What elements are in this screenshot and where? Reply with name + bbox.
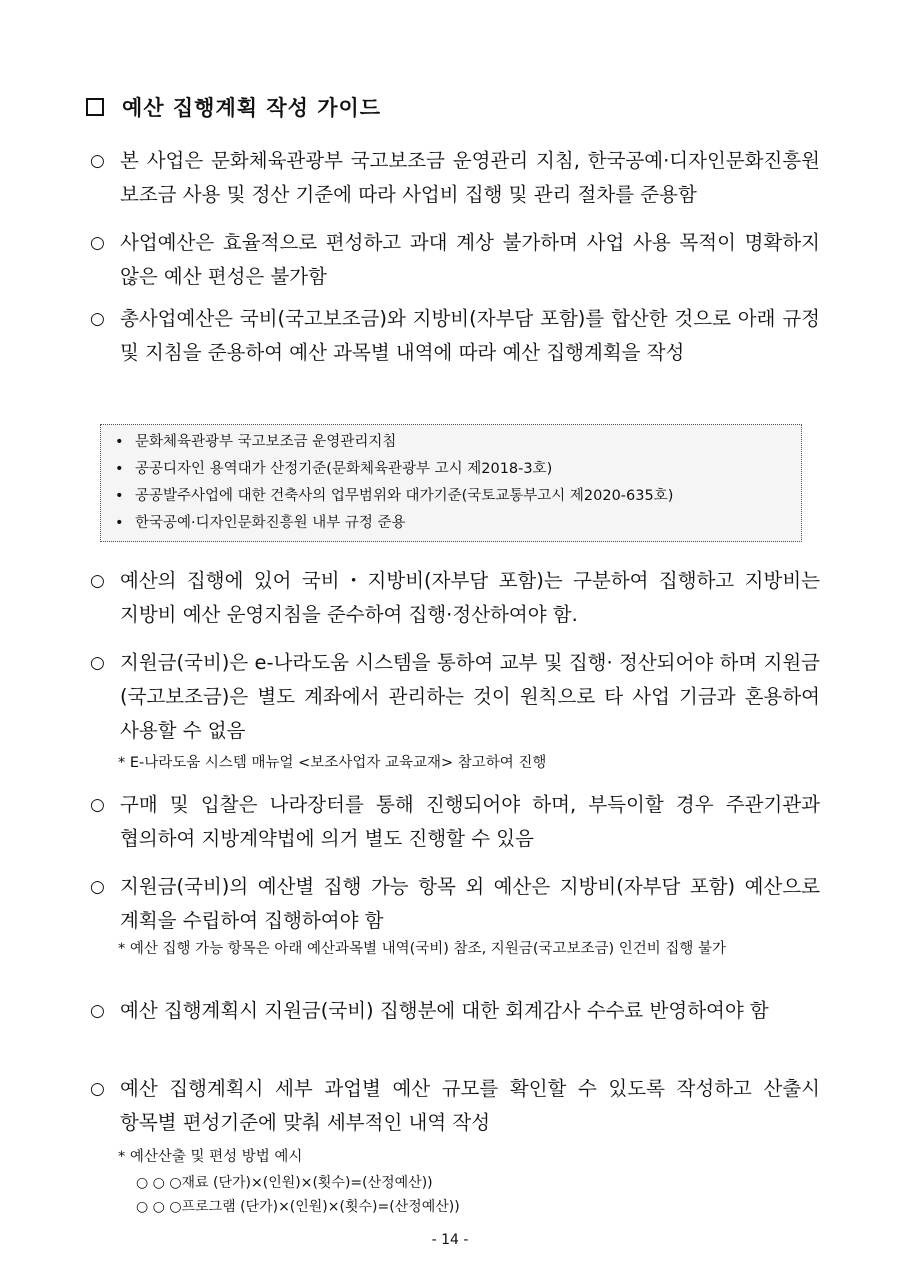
reference-item-text: 한국공예·디자인문화진흥원 내부 규정 준용: [135, 515, 406, 531]
bullet-paragraph: [90, 994, 820, 1028]
bullet-paragraph: [90, 564, 820, 632]
example-line: ○ ○ ○재료 (단가)×(인원)×(횟수)=(산정예산)): [136, 1175, 433, 1191]
paragraph-text: 구매 및 입찰은 나라장터를 통해 진행되어야 하며, 부득이할 경우 주관기관과 협의하여 지방계약법에 의거 별도 진행할 수 있음: [120, 793, 820, 850]
paragraph-text: 예산 집행계획시 세부 과업별 예산 규모를 확인할 수 있도록 작성하고 산출시 항목별 편성기준에 맞춰 세부적인 내역 작성: [120, 1077, 820, 1134]
reference-box: [100, 424, 802, 542]
footnote: * 예산산출 및 편성 방법 예시: [118, 1149, 303, 1165]
example-line: ○ ○ ○프로그램 (단가)×(인원)×(횟수)=(산정예산)): [136, 1199, 460, 1215]
bullet-paragraph: [90, 1072, 820, 1140]
paragraph-text: 예산의 집행에 있어 국비・지방비(자부담 포함)는 구분하여 집행하고 지방비는 지방비 예산 운영지침을 준수하여 집행·정산하여야 함.: [120, 569, 820, 626]
reference-item-text: 공공디자인 용역대가 산정기준(문화체육관광부 고시 제2018-3호): [135, 461, 553, 477]
bullet-dot-icon: •: [115, 515, 124, 531]
paragraph-text: 본 사업은 문화체육관광부 국고보조금 운영관리 지침, 한국공예·디자인문화진흥원 보조금 사용 및 정산 기준에 따라 사업비 집행 및 관리 절차를 준용함: [120, 149, 820, 206]
circle-bullet-icon: ○: [90, 653, 105, 673]
paragraph-text: 총사업예산은 국비(국고보조금)와 지방비(자부담 포함)를 합산한 것으로 아래 규정 및 지침을 준용하여 예산 과목별 내역에 따라 예산 집행계획을 작성: [120, 307, 820, 364]
reference-item: [115, 483, 801, 510]
circle-bullet-icon: ○: [90, 1001, 105, 1021]
circle-bullet-icon: ○: [90, 795, 105, 815]
section-heading: [86, 92, 381, 122]
bullet-paragraph: [90, 226, 820, 294]
circle-bullet-icon: ○: [90, 877, 105, 897]
bullet-paragraph: [90, 144, 820, 212]
circle-bullet-icon: ○: [90, 151, 105, 171]
bullet-paragraph: [90, 870, 820, 938]
reference-item-text: 문화체육관광부 국고보조금 운영관리지침: [135, 434, 397, 450]
paragraph-text: 지원금(국비)은 e-나라도움 시스템을 통하여 교부 및 집행· 정산되어야 하며 지원금(국고보조금)은 별도 계좌에서 관리하는 것이 원칙으로 타 사업 기금과 혼용하여 사용할 수 없음: [120, 651, 820, 742]
reference-item: [115, 429, 801, 456]
paragraph-text: 예산 집행계획시 지원금(국비) 집행분에 대한 회계감사 수수료 반영하여야 함: [120, 999, 769, 1022]
bullet-dot-icon: •: [115, 488, 124, 504]
bullet-dot-icon: •: [115, 434, 124, 450]
bullet-paragraph: [90, 646, 820, 748]
circle-bullet-icon: ○: [90, 233, 105, 253]
section-title: 예산 집행계획 작성 가이드: [122, 96, 382, 120]
page-number: - 14 -: [431, 1232, 469, 1248]
checkbox-square-icon: [86, 98, 104, 116]
bullet-paragraph: [90, 788, 820, 856]
paragraph-text: 사업예산은 효율적으로 편성하고 과대 계상 불가하며 사업 사용 목적이 명확하지 않은 예산 편성은 불가함: [120, 231, 820, 288]
reference-item-text: 공공발주사업에 대한 건축사의 업무범위와 대가기준(국토교통부고시 제2020-635호): [135, 488, 674, 504]
circle-bullet-icon: ○: [90, 309, 105, 329]
reference-item: [115, 456, 801, 483]
footnote: * E-나라도움 시스템 매뉴얼 <보조사업자 교육교재> 참고하여 진행: [118, 755, 547, 771]
paragraph-text: 지원금(국비)의 예산별 집행 가능 항목 외 예산은 지방비(자부담 포함) 예산으로 계획을 수립하여 집행하여야 함: [120, 875, 820, 932]
footnote: * 예산 집행 가능 항목은 아래 예산과목별 내역(국비) 참조, 지원금(국고보조금) 인건비 집행 불가: [118, 941, 727, 957]
reference-item: [115, 510, 801, 537]
circle-bullet-icon: ○: [90, 571, 105, 591]
bullet-dot-icon: •: [115, 461, 124, 477]
circle-bullet-icon: ○: [90, 1079, 105, 1099]
bullet-paragraph: [90, 302, 820, 370]
